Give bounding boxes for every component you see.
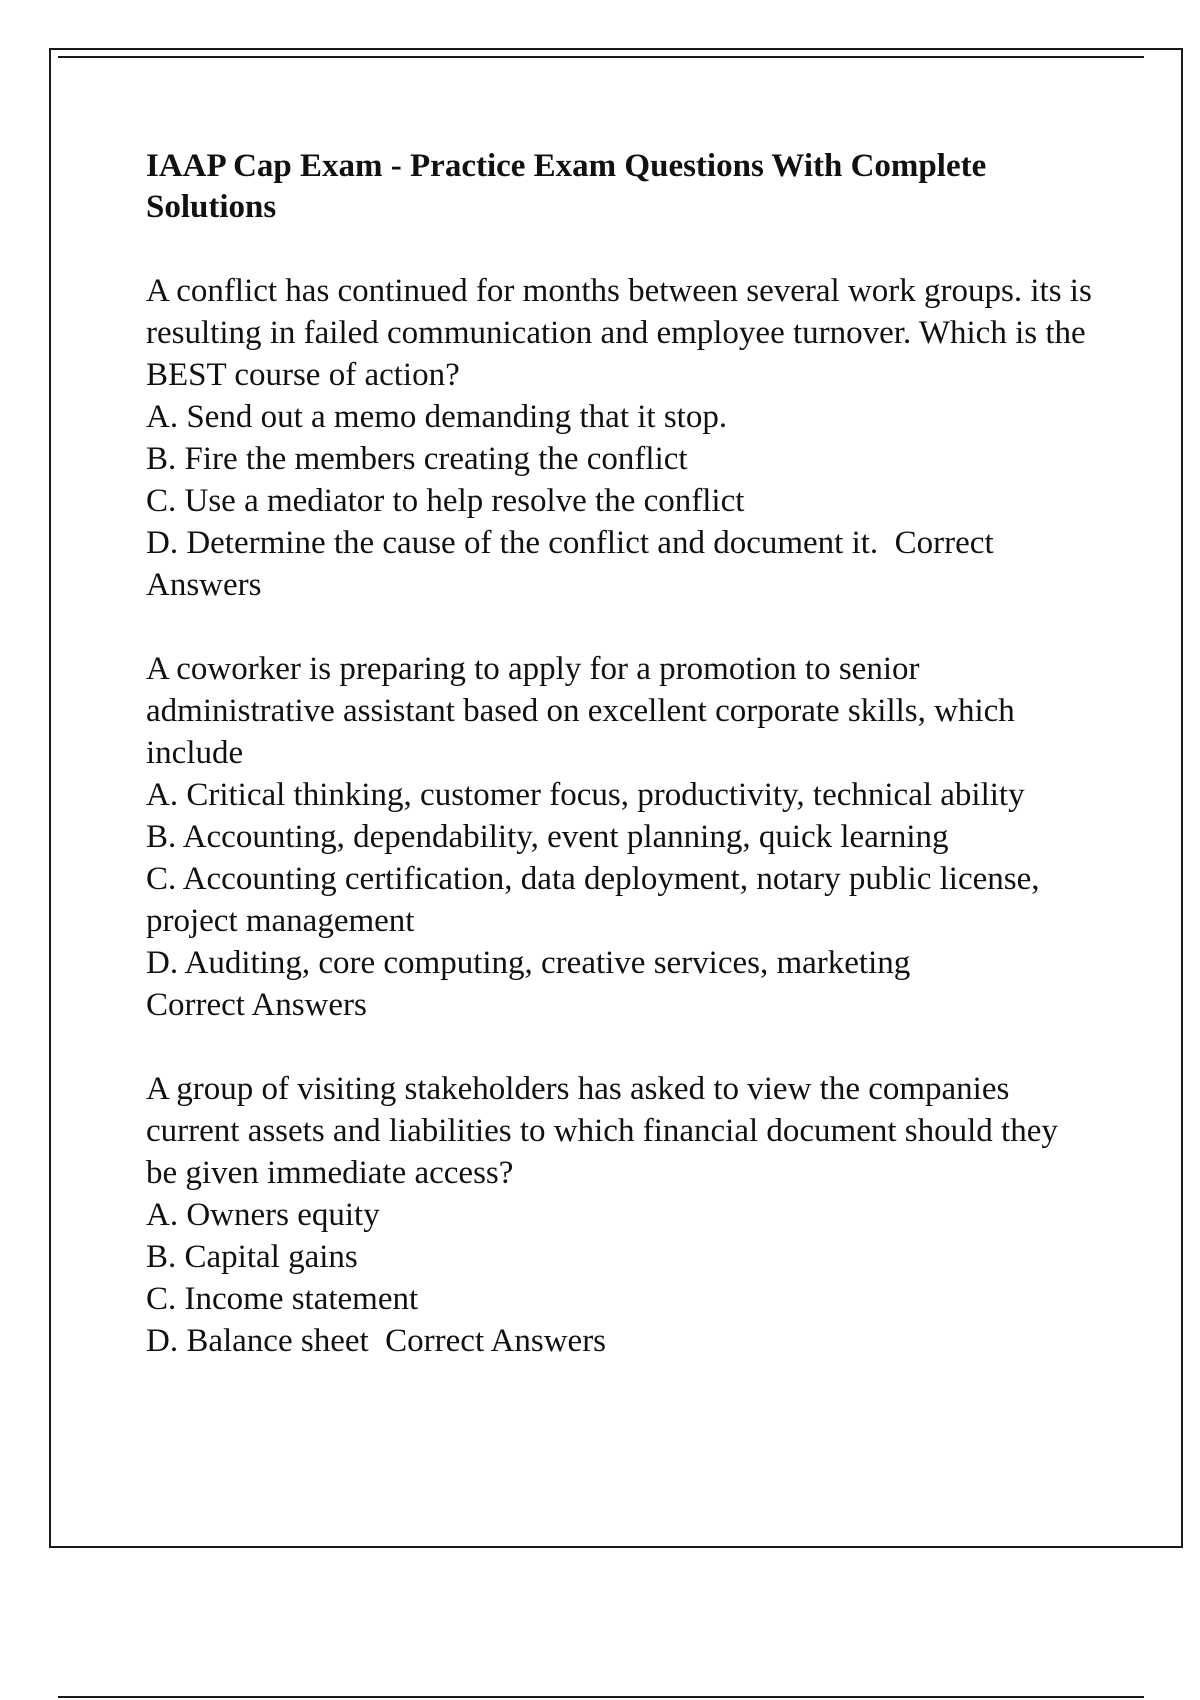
option-d-line bbox=[146, 1320, 1096, 1362]
option-d-line bbox=[146, 522, 1096, 606]
question-text: A coworker is preparing to apply for a promotion to senior administrative assistant based on excellent corporate skills, which include bbox=[146, 651, 1015, 771]
option-d: D. Auditing, core computing, creative services, marketing bbox=[146, 945, 911, 981]
question-text: A conflict has continued for months between several work groups. its is resulting in failed communication and employee turnover. Which is the BEST course of action? bbox=[146, 273, 1092, 393]
option-b: B. Fire the members creating the conflict bbox=[146, 441, 688, 477]
document-content bbox=[146, 146, 1096, 1404]
document-title: IAAP Cap Exam - Practice Exam Questions With Complete Solutions bbox=[146, 148, 987, 225]
option-a: A. Critical thinking, customer focus, productivity, technical ability bbox=[146, 777, 1025, 813]
option-b: B. Accounting, dependability, event planning, quick learning bbox=[146, 819, 949, 855]
question-2 bbox=[146, 648, 1096, 1026]
answer-label: Correct Answers bbox=[385, 1323, 607, 1359]
bottom-rule bbox=[58, 1696, 1144, 1698]
option-a: A. Owners equity bbox=[146, 1197, 380, 1233]
question-3 bbox=[146, 1068, 1096, 1362]
top-rule bbox=[58, 56, 1144, 58]
option-c: C. Accounting certification, data deployment, notary public license, project management bbox=[146, 861, 1040, 939]
question-1 bbox=[146, 270, 1096, 606]
answer-label: Correct Answers bbox=[146, 525, 994, 603]
option-d: D. Determine the cause of the conflict and document it. bbox=[146, 525, 879, 561]
option-b: B. Capital gains bbox=[146, 1239, 358, 1275]
answer-label: Correct Answers bbox=[146, 987, 367, 1023]
option-a: A. Send out a memo demanding that it stop. bbox=[146, 399, 728, 435]
question-text: A group of visiting stakeholders has asked to view the companies current assets and liabilities to which financial document should they be given immediate access? bbox=[146, 1071, 1058, 1191]
option-c: C. Use a mediator to help resolve the conflict bbox=[146, 483, 745, 519]
option-d: D. Balance sheet bbox=[146, 1323, 369, 1359]
option-c: C. Income statement bbox=[146, 1281, 419, 1317]
